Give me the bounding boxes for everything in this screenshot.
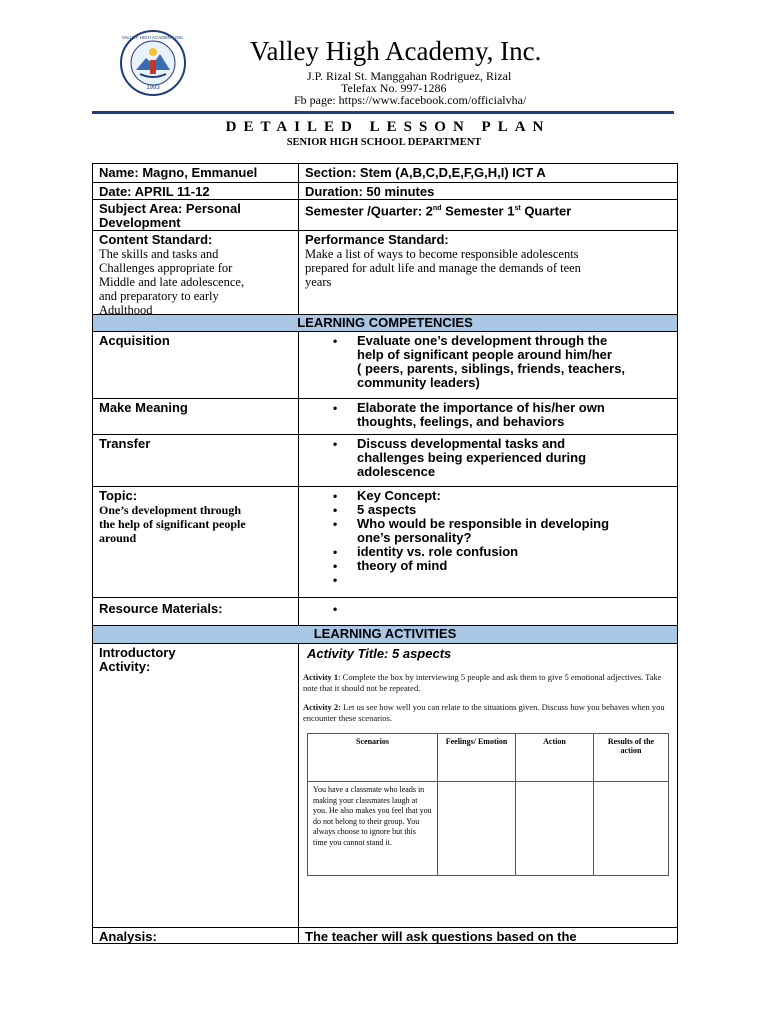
topic: Topic: One’s development through the help of significant people around [93,487,299,597]
svg-text:1993: 1993 [146,85,160,91]
list-item: • identity vs. role confusion [333,545,671,559]
row-standards [93,231,677,315]
make-meaning-content [299,399,677,434]
row-acquisition [93,332,677,399]
analysis-content: The teacher will ask questions based on the [305,929,577,944]
learning-competencies-heading: LEARNING COMPETENCIES [93,315,677,332]
performance-standard: Performance Standard: Make a list of ways to become responsible adolescents prepared for adult life and manage the demands of teen years [305,232,581,289]
list-item: • Discuss developmental tasks and challenges being experienced during adolescence [333,437,671,479]
introductory-activity-label: Introductory Activity: [93,644,299,927]
row-name-section [93,164,677,183]
list-item: • 5 aspects [333,503,671,517]
school-name: Valley High Academy, Inc. [250,36,542,66]
transfer-label: Transfer [93,435,299,486]
acquisition-content [299,332,677,398]
row-introductory-activity [93,644,677,928]
row-resources [93,598,677,626]
introductory-activity-content [299,644,677,927]
school-telefax: Telefax No. 997-1286 [341,81,447,95]
lesson-duration: Duration: 50 minutes [305,184,435,199]
list-item: • Who would be responsible in developing one’s personality? [333,517,671,545]
analysis-label: Analysis: [93,928,299,943]
section-info: Section: Stem (A,B,C,D,E,F,G,H,I) ICT A [305,165,546,180]
scenario-cell: You have a classmate who leads in making your classmates laugh at you. He also makes you feel that you do not belong to their group. You always choose to ignore but this time you cannot stand it. [308,782,438,876]
transfer-content [299,435,677,486]
row-transfer [93,435,677,487]
header-rule [92,111,674,114]
list-item: • Elaborate the importance of his/her own thoughts, feelings, and behaviors [333,401,671,429]
school-fb-page: Fb page: https://www.facebook.com/officialvha/ [294,93,527,107]
lesson-date: Date: APRIL 11-12 [93,183,299,199]
list-item: • theory of mind [333,559,671,573]
list-item: • Evaluate one’s development through the help of significant people around him/her ( peers, parents, siblings, friends, teachers, community leaders) [333,334,671,390]
list-item: • Key Concept: [333,489,671,503]
table-header: Feelings/ Emotion [438,734,516,782]
action-cell [516,782,594,876]
results-cell [594,782,669,876]
activity-instructions [303,664,673,876]
make-meaning-label: Make Meaning [93,399,299,434]
acquisition-label: Acquisition [93,332,299,398]
scenarios-table [307,733,669,876]
resource-materials-label: Resource Materials: [93,598,299,625]
table-row [308,782,669,876]
row-date-duration [93,183,677,200]
teacher-name: Name: Magno, Emmanuel [93,164,299,182]
activity-1-text: Activity 1: Complete the box by interviewing 5 people and ask them to give 5 emotional adjectives. Take note that it should not be repeated. [303,672,662,693]
row-topic [93,487,677,598]
department-name: SENIOR HIGH SCHOOL DEPARTMENT [286,137,482,148]
activity-title: Activity Title: 5 aspects [307,646,452,661]
learning-activities-heading: LEARNING ACTIVITIES [93,626,677,644]
list-item [333,602,671,616]
resource-materials-content [299,598,677,625]
content-standard: Content Standard: The skills and tasks and Challenges appropriate for Middle and late adolescence, and preparatory to early Adulthood [93,231,299,314]
subject-area: Subject Area: Personal Development [93,200,299,230]
table-header: Results of the action [594,734,669,782]
row-subject-semester [93,200,677,231]
table-header: Scenarios [308,734,438,782]
lesson-plan-table [92,163,678,944]
row-make-meaning [93,399,677,435]
list-item [333,573,671,587]
school-address: J.P. Rizal St. Manggahan Rodriguez, Rizal [307,69,512,83]
feelings-cell [438,782,516,876]
row-analysis [93,928,677,944]
activity-2-text: Activity 2: Let us see how well you can relate to the situations given. Discuss how you behaves when you encounter these scenarios. [303,702,665,723]
document-title: DETAILED LESSON PLAN [225,119,551,135]
topic-concepts [299,487,677,597]
semester-quarter: Semester /Quarter: 2nd Semester 1st Quarter [305,203,572,219]
school-logo [120,30,186,96]
table-header: Action [516,734,594,782]
svg-text:VALLEY HIGH ACADEMY INC.: VALLEY HIGH ACADEMY INC. [121,35,185,40]
